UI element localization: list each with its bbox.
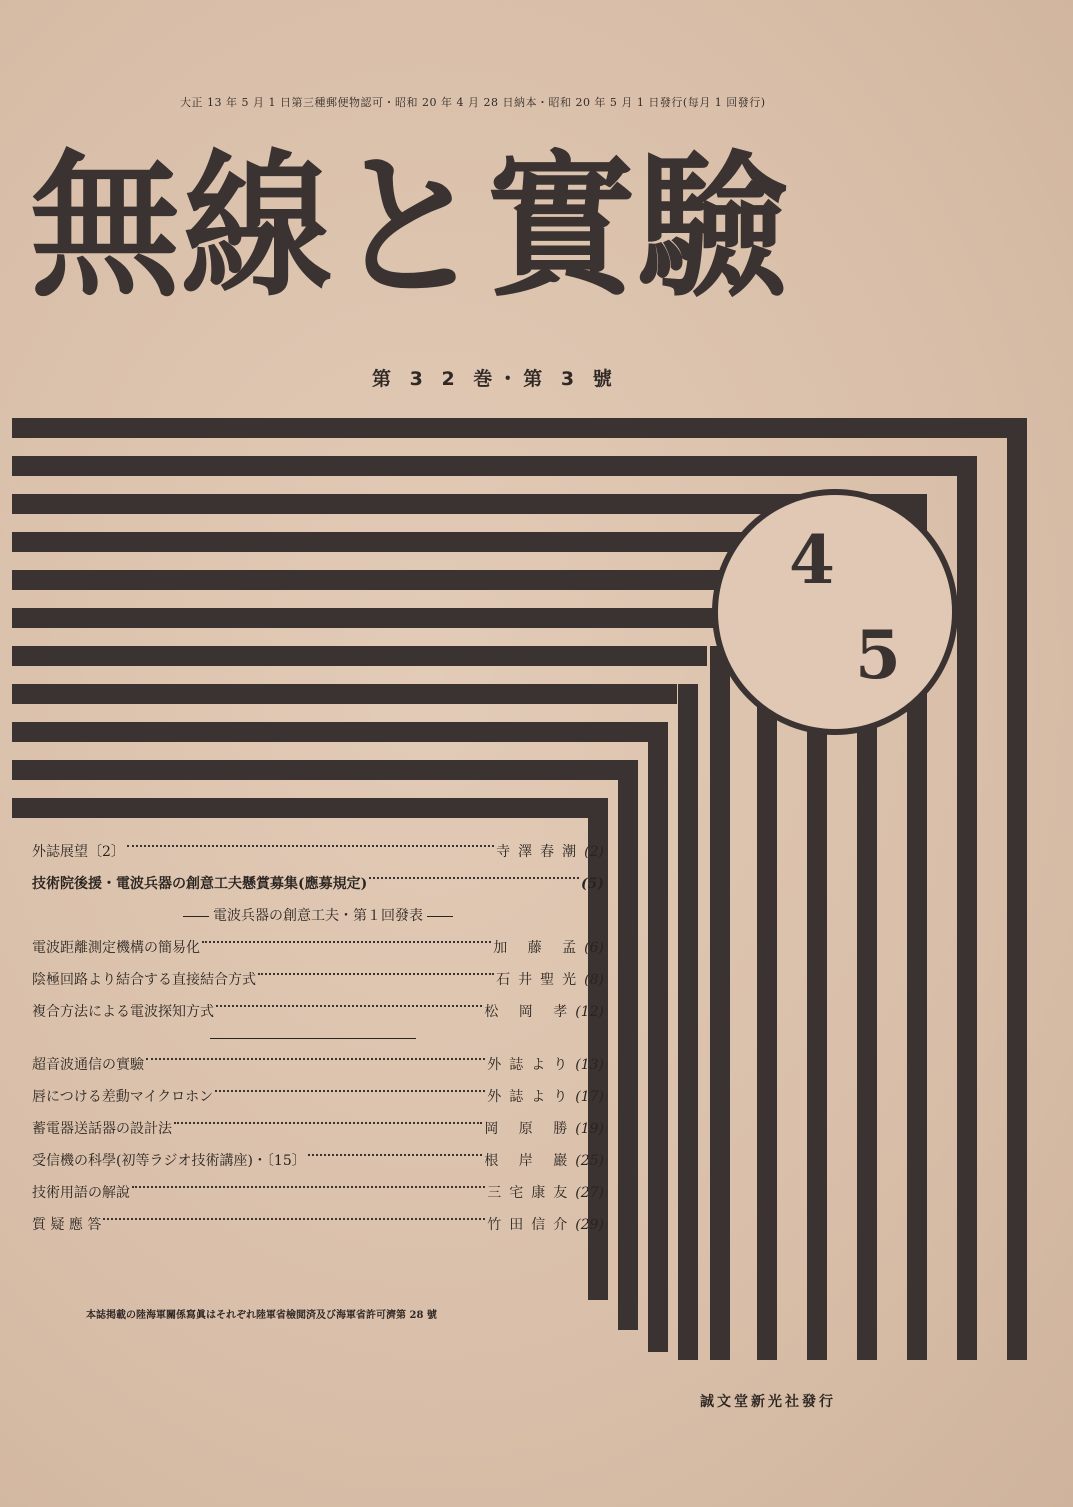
toc-page: (6) xyxy=(584,940,604,956)
toc-row xyxy=(32,932,604,964)
toc-row xyxy=(32,1145,604,1177)
toc-page: (13) xyxy=(575,1057,604,1073)
toc-row xyxy=(32,868,604,900)
toc-title: 外誌展望〔2〕 xyxy=(32,844,125,860)
toc-author: 根 岸 巖 xyxy=(484,1153,576,1169)
publisher-name: 誠文堂新光社發行 xyxy=(700,1394,836,1410)
toc-leader xyxy=(308,1154,483,1156)
stripe-v-8 xyxy=(678,684,698,1360)
subheading-rule-left xyxy=(183,916,209,917)
toc-author: 加 藤 孟 xyxy=(493,940,585,956)
toc-leader xyxy=(132,1186,485,1188)
toc-author: 寺澤春潮 xyxy=(496,844,585,860)
table-of-contents xyxy=(32,836,604,1241)
toc-leader xyxy=(146,1058,485,1060)
stripe-v-7 xyxy=(710,646,730,1360)
toc-page: (8) xyxy=(584,972,604,988)
toc-page: (12) xyxy=(575,1004,604,1020)
toc-leader xyxy=(202,941,491,943)
stripe-v-9 xyxy=(648,722,668,1352)
toc-author: 外誌より xyxy=(487,1089,576,1105)
toc-title: 受信機の科學(初等ラジオ技術講座)・〔15〕 xyxy=(32,1153,306,1169)
stripe-h-8 xyxy=(12,684,677,704)
stripe-h-7 xyxy=(12,646,707,666)
footnote: 本誌掲載の陸海軍關係寫眞はそれぞれ陸軍省檢閲済及び海軍省許可濟第 28 號 xyxy=(86,1310,437,1321)
month-number-4: 4 xyxy=(789,521,835,599)
toc-row xyxy=(32,1081,604,1113)
stripe-h-1 xyxy=(12,418,1007,438)
toc-row xyxy=(32,1177,604,1209)
stripe-v-10 xyxy=(618,760,638,1330)
toc-separator xyxy=(210,1038,416,1039)
stripe-v-1 xyxy=(1007,418,1027,1360)
toc-title: 超音波通信の實驗 xyxy=(32,1057,144,1073)
stripe-h-2 xyxy=(12,456,957,476)
toc-leader xyxy=(215,1090,485,1092)
toc-author: 岡 原 勝 xyxy=(484,1121,576,1137)
toc-row xyxy=(32,964,604,996)
toc-title: 複合方法による電波探知方式 xyxy=(32,1004,214,1020)
toc-row xyxy=(32,1113,604,1145)
toc-row xyxy=(32,996,604,1028)
toc-leader xyxy=(127,845,494,847)
toc-leader xyxy=(369,877,579,879)
toc-leader xyxy=(103,1218,485,1220)
toc-page: (2) xyxy=(584,844,604,860)
toc-page: (5) xyxy=(581,876,604,892)
subheading-rule-right xyxy=(427,916,453,917)
toc-author: 外誌より xyxy=(487,1057,576,1073)
toc-row xyxy=(32,836,604,868)
stripe-v-6 xyxy=(757,608,777,1360)
toc-title: 質 疑 應 答 xyxy=(32,1217,102,1233)
month-number-5: 5 xyxy=(855,616,901,694)
toc-author: 松 岡 孝 xyxy=(484,1004,576,1020)
stripe-h-11 xyxy=(12,798,607,818)
toc-page: (19) xyxy=(575,1121,604,1137)
registration-line: 大正 13 年 5 月 1 日第三種郵便物認可・昭和 20 年 4 月 28 日納本・昭和 20 年 5 月 1 日發行(每月 1 回發行) xyxy=(180,96,766,109)
toc-row xyxy=(32,1049,604,1081)
subheading-text: 電波兵器の創意工夫・第１回發表 xyxy=(213,908,423,924)
month-circle xyxy=(715,492,955,732)
volume-issue: 第 3 2 巻・第 3 號 xyxy=(372,368,618,390)
toc-page: (27) xyxy=(575,1185,604,1201)
toc-author: 石井聖光 xyxy=(496,972,585,988)
magazine-title: 無線と實驗 xyxy=(30,136,791,320)
stripe-h-9 xyxy=(12,722,667,742)
toc-author: 竹田信介 xyxy=(487,1217,576,1233)
toc-leader xyxy=(216,1005,482,1007)
toc-subheading xyxy=(32,900,604,932)
toc-title: 技術院後援・電波兵器の創意工夫懸賞募集(應募規定) xyxy=(32,876,368,892)
stripe-h-10 xyxy=(12,760,637,780)
toc-row xyxy=(32,1209,604,1241)
toc-page: (17) xyxy=(575,1089,604,1105)
toc-title: 唇につける差動マイクロホン xyxy=(32,1089,214,1105)
toc-page: (25) xyxy=(575,1153,604,1169)
toc-leader xyxy=(174,1122,482,1124)
stripe-h-6 xyxy=(12,608,757,628)
toc-title: 蓄電器送話器の設計法 xyxy=(32,1121,172,1137)
toc-title: 陰極回路より結合する直接結合方式 xyxy=(32,972,256,988)
stripe-v-2 xyxy=(957,456,977,1360)
toc-title: 電波距離測定機構の簡易化 xyxy=(32,940,200,956)
toc-page: (29) xyxy=(575,1217,604,1233)
toc-author: 三宅康友 xyxy=(487,1185,576,1201)
toc-leader xyxy=(258,973,494,975)
stripe-h-5 xyxy=(12,570,807,590)
toc-title: 技術用語の解說 xyxy=(32,1185,130,1201)
